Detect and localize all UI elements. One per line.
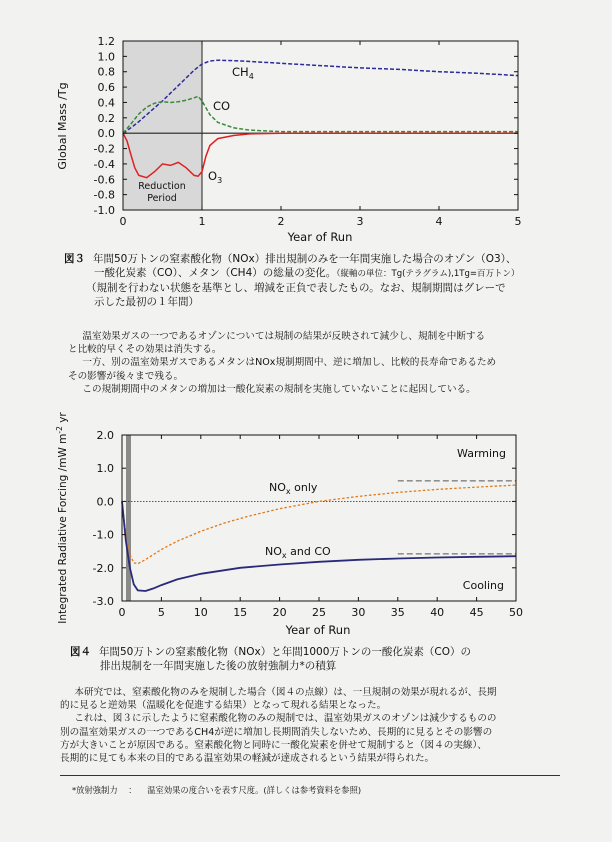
x-tick-label: 45 <box>469 606 484 619</box>
reduction-period-label: Period <box>147 193 177 204</box>
paragraph-line: 方が大きいことが原因である。窒素酸化物と同時に一酸化炭素を併せて規制すると（図４の実線）、 <box>60 739 487 751</box>
paragraph-line: 本研究では、窒素酸化物のみを規制した場合（図４の点線）は、一旦規制の効果が現れるが、長期 <box>74 687 497 698</box>
footnote <box>72 784 361 796</box>
series-label-nox-and-co: $NO_x$ and CO <box>265 545 331 560</box>
x-tick-label: 10 <box>193 606 208 619</box>
series-label-ch4: $CH_4$ <box>232 65 254 81</box>
paragraph-line: 一方、別の温室効果ガスであるメタンはNOx規制期間中、逆に増加し、比較的長寿命であるため <box>82 357 497 369</box>
y-tick-label: -1.0 <box>93 204 115 217</box>
y-tick-label: 0.8 <box>97 65 115 79</box>
x-axis-label: Year of Run <box>285 623 351 637</box>
y-tick-label: -3.0 <box>92 595 114 608</box>
x-tick-label: 5 <box>157 606 165 619</box>
y-axis-label: Integrated Radiative Forcing /mW $m^{-2}$ yr <box>55 412 69 624</box>
y-tick-label: -1.0 <box>92 528 114 542</box>
paragraph-line: 的に見ると逆効果（温暖化を促進する結果）となって現れる結果となった。 <box>60 700 387 712</box>
paragraph-line: 別の温室効果ガスの一つであるCH4が逆に増加し長期間消失しないため、長期的に見るとその影響の <box>60 726 493 738</box>
x-tick-label: 0 <box>118 606 126 619</box>
caption-text: 排出規制を一年間実施した後の放射強制力*の積算 <box>100 660 337 672</box>
x-tick-label: 3 <box>356 215 364 228</box>
y-tick-label: -2.0 <box>92 561 114 575</box>
y-tick-label: 1.0 <box>97 50 115 64</box>
cooling-label: Cooling <box>462 579 504 592</box>
caption-note: （縦軸の単位：Tg(テラグラム),1Tg=百万トン） <box>336 269 520 279</box>
y-tick-label: -0.8 <box>93 188 115 202</box>
paragraph-line: 温室効果ガスの一つであるオゾンについては規制の結果が反映されて減少し、規制を中断する <box>82 331 486 342</box>
x-tick-label: 25 <box>312 606 326 619</box>
paragraph-line: これは、図３に示したように窒素酸化物のみの規制では、温室効果ガスのオゾンは減少するものの <box>74 713 497 725</box>
footnote-text: 温室効果の度合いを表す尺度。(詳しくは参考資料を参照) <box>147 785 362 795</box>
body-paragraph-1 <box>68 330 568 396</box>
y-tick-label: 1.2 <box>97 35 115 48</box>
y-tick-label: 0.4 <box>97 96 115 110</box>
footnote-separator: ： <box>128 785 137 795</box>
footnote-divider <box>60 775 560 776</box>
caption-text: （規制を行わない状態を基準とし、増減を正負で表したもの。なお、規制期間はグレーで <box>86 282 506 294</box>
x-tick-label: 20 <box>272 606 287 619</box>
y-tick-label: 0.2 <box>97 111 115 125</box>
footnote-term: *放射強制力 <box>72 785 118 795</box>
caption-text: 一酸化炭素（CO）、メタン（CH4）の総量の変化。 <box>94 267 337 279</box>
figure-number: 図４ <box>70 646 91 658</box>
y-tick-label: -0.4 <box>93 157 115 171</box>
caption-text: 示した最初の１年間） <box>94 296 199 308</box>
figure-4-chart <box>0 405 612 645</box>
x-axis-label: Year of Run <box>287 230 353 244</box>
x-tick-label: 1 <box>198 215 206 228</box>
x-tick-label: 2 <box>277 215 285 228</box>
figure-3-chart <box>0 0 612 250</box>
x-tick-label: 15 <box>233 606 248 619</box>
x-tick-label: 35 <box>390 606 405 619</box>
x-tick-label: 0 <box>119 215 127 228</box>
x-tick-label: 30 <box>351 606 366 619</box>
figure-number: 図３ <box>64 253 85 265</box>
x-tick-label: 4 <box>435 215 443 228</box>
y-axis-label: Global Mass /Tg <box>56 82 69 170</box>
x-tick-label: 50 <box>509 606 523 619</box>
y-tick-label: 0.0 <box>97 127 115 141</box>
paragraph-line: この規制期間中のメタンの増加は一酸化炭素の規制を実施していないことに起因している。 <box>82 383 476 395</box>
y-tick-label: 1.0 <box>96 462 114 476</box>
y-tick-label: 2.0 <box>96 429 114 442</box>
reduction-period-label: Reduction <box>138 181 186 192</box>
caption-text: 年間50万トンの窒素酸化物（NOx）と年間1000万トンの一酸化炭素（CO）の <box>99 646 472 658</box>
reduction-period-shading <box>126 435 131 601</box>
series-label-co: CO <box>213 99 231 113</box>
paragraph-line: その影響が後々まで残る。 <box>68 370 184 382</box>
body-paragraph-2 <box>60 686 580 765</box>
caption-text: 年間50万トンの窒素酸化物（NOx）排出規制のみを一年間実施した場合のオゾン（O3）、 <box>93 253 517 265</box>
y-tick-label: -0.6 <box>93 173 115 187</box>
warming-label: Warming <box>457 447 506 460</box>
paragraph-line: 長期的に見ても本来の目的である温室効果の軽減が達成されるという結果が得られた。 <box>60 753 435 765</box>
y-tick-label: 0.0 <box>96 495 114 509</box>
y-tick-label: -0.2 <box>93 142 115 156</box>
series-label-o3: $O_3$ <box>208 169 223 185</box>
series-label-nox-only: $NO_x$ only <box>269 481 318 496</box>
paragraph-line: と比較的早くその効果は消失する。 <box>68 344 222 356</box>
y-tick-label: 0.6 <box>97 81 115 95</box>
figure-4-caption <box>70 645 590 673</box>
figure-3-caption <box>64 252 584 309</box>
x-tick-label: 40 <box>430 606 445 619</box>
x-tick-label: 5 <box>514 215 522 228</box>
